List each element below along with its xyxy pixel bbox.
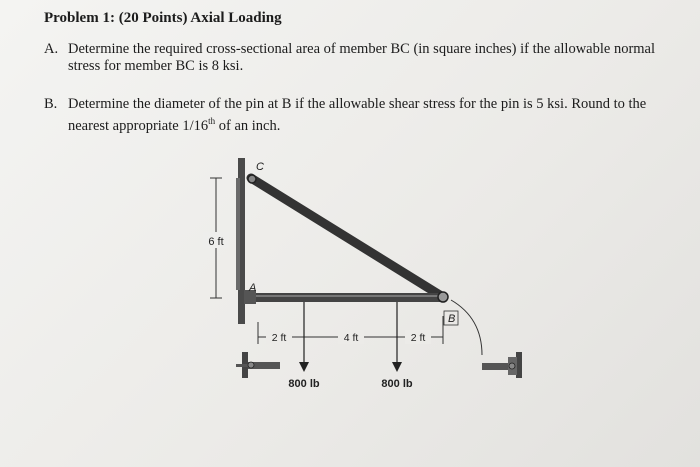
pin-b — [438, 292, 448, 302]
load2-arrowhead — [392, 362, 402, 372]
dim-seg3-label: 2 ft — [410, 332, 426, 344]
detail-callout-line — [451, 300, 482, 355]
load2-label: 800 lb — [381, 378, 413, 390]
dim-seg1-label: 2 ft — [271, 332, 287, 344]
part-a-text: Determine the required cross-sectional area of member BC (in square inches) if the allowable normal stress for member BC is 8 ksi. — [68, 41, 656, 74]
wall-edge — [236, 178, 240, 290]
part-b-text-main: Determine the diameter of the pin at B if the allowable shear stress for the pin is 5 ksi. Round to the nearest appropriate 1/16 — [68, 96, 647, 134]
beam-highlight — [244, 295, 446, 297]
part-b-superscript: th — [208, 116, 216, 126]
label-b: B — [448, 313, 456, 325]
label-a: A — [249, 282, 257, 294]
dim-height-label: 6 ft — [208, 236, 224, 248]
part-a-label: A. — [44, 41, 59, 57]
problem-title: Problem 1: (20 Points) Axial Loading — [44, 10, 282, 26]
load1-arrowhead — [299, 362, 309, 372]
pin-detail-left — [236, 352, 280, 378]
part-b-text-end: of an inch. — [215, 117, 281, 134]
pin-detail-right — [482, 352, 522, 378]
dim-seg2-label: 4 ft — [343, 332, 359, 344]
label-c: C — [256, 161, 264, 173]
part-b-label: B. — [44, 96, 58, 112]
beam-ab — [244, 293, 446, 302]
load1-label: 800 lb — [288, 378, 320, 390]
member-bc — [251, 178, 443, 297]
pin-c — [248, 175, 256, 183]
